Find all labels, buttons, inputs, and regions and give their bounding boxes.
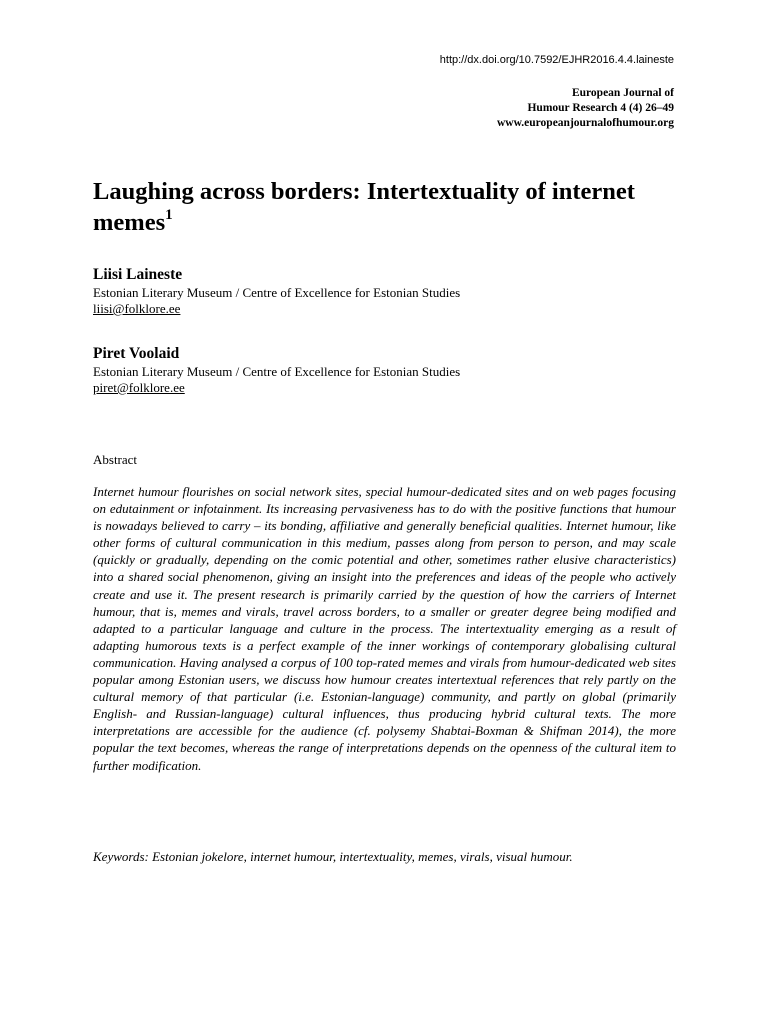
- author-block-1: [93, 265, 460, 317]
- author-name: Liisi Laineste: [93, 266, 183, 283]
- journal-name-line1: European Journal of: [571, 87, 674, 99]
- abstract-text: Internet humour flourishes on social network sites, special humour-dedicated sites and on web pages focusing on edutainment or infotainment. Its increasing pervasiveness has to do with the positive functions that humour is nowadays believed to carry – its bonding, affiliative and generally beneficial qualities. Internet humour, like other forms of cultural communication in this medium, passes along from person to person, and may scale (quickly or gradually, depending on the comic potential and other, sometimes rather elusive characteristics) into a shared social phenomenon, giving an insight into the preferences and ideas of the people who actively create and use it. The present research is primarily carried by the question of how the carriers of Internet humour, that is, memes and virals, travel across borders, to a smaller or greater degree being modified and adapted to a particular language and culture in the process. The intertextuality emerging as a result of adapting humorous texts is a perfect example of the inner workings of contemporary globalising cultural communication. Having analysed a corpus of 100 top-rated memes and virals from humour-dedicated web sites popular among Estonian users, we discuss how humour creates intertextual references that rely partly on the cultural memory of that particular (i.e. Estonian-language) community, and partly on global (primarily English- and Russian-language) cultural influences, thus producing hybrid cultural texts. The more interpretations are accessible for the audience (cf. polysemy Shabtai-Boxman & Shifman 2014), the more popular the text becomes, whereas the range of interpretations depends on the openness of the cultural item to further modification.: [93, 484, 676, 773]
- author-email-link[interactable]: piret@folklore.ee: [93, 380, 185, 395]
- abstract-heading: Abstract: [93, 452, 138, 467]
- title-footnote-marker[interactable]: 1: [165, 206, 173, 223]
- author-affiliation: Estonian Literary Museum / Centre of Excellence for Estonian Studies: [93, 364, 461, 379]
- journal-info: [497, 86, 674, 131]
- author-affiliation: Estonian Literary Museum / Centre of Excellence for Estonian Studies: [93, 285, 461, 300]
- journal-volume-line: Humour Research 4 (4) 26–49: [527, 102, 674, 114]
- article-title: [93, 176, 693, 238]
- author-name: Piret Voolaid: [93, 345, 180, 362]
- article-title-text: Laughing across borders: Intertextuality of internet memes: [93, 178, 635, 236]
- author-email-link[interactable]: liisi@folklore.ee: [93, 301, 181, 316]
- keywords: Keywords: Estonian jokelore, internet humour, intertextuality, memes, virals, visual humour.: [93, 849, 573, 864]
- author-block-2: [93, 344, 460, 396]
- doi-link[interactable]: http://dx.doi.org/10.7592/EJHR2016.4.4.laineste: [439, 54, 674, 66]
- journal-url[interactable]: www.europeanjournalofhumour.org: [497, 117, 674, 129]
